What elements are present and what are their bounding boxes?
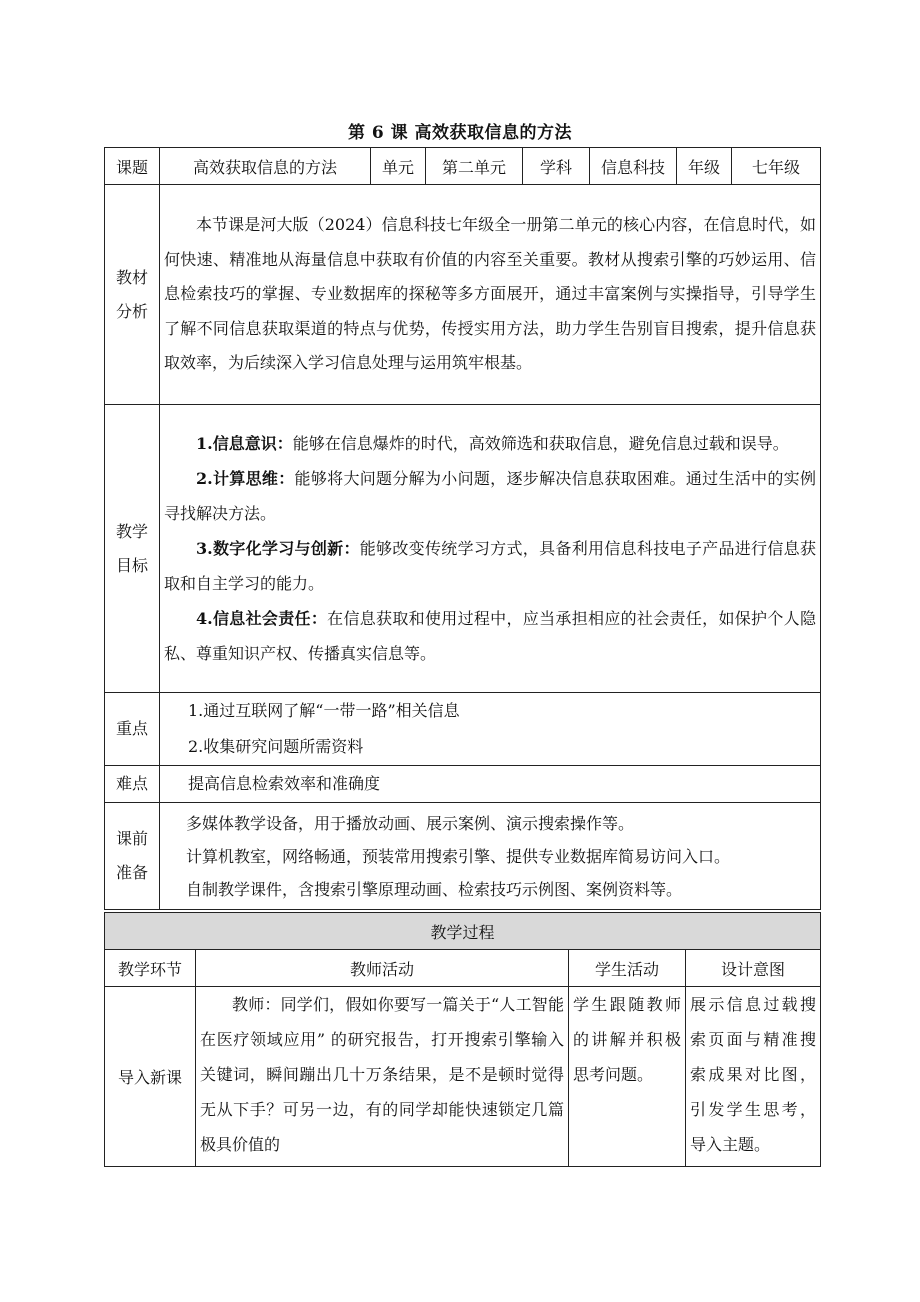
goal-item <box>160 531 820 601</box>
analysis-label-line1: 教材 <box>115 267 148 287</box>
key-point-item: 2.收集研究问题所需资料 <box>188 737 364 756</box>
key-points-content <box>160 693 821 766</box>
intent-text: 展示信息过载搜索页面与精准搜索成果对比图，引发学生思考，导入主题。 <box>690 995 817 1154</box>
goal-heading: 1.信息意识： <box>196 434 293 453</box>
process-header-row <box>105 950 821 987</box>
difficulty-text: 提高信息检索效率和准确度 <box>188 774 381 793</box>
goal-item <box>160 426 820 461</box>
info-row <box>105 148 821 185</box>
page-title: 第 6 课 高效获取信息的方法 <box>347 123 573 143</box>
goals-label-line1: 教学 <box>115 521 148 541</box>
goal-heading: 2.计算思维： <box>196 469 295 488</box>
topic-label: 课题 <box>105 148 160 185</box>
process-section-title: 教学过程 <box>105 913 821 950</box>
key-point-item: 1.通过互联网了解“一带一路”相关信息 <box>188 701 460 720</box>
difficulty-row <box>105 766 821 803</box>
analysis-label-line2: 分析 <box>115 301 148 321</box>
grade-value: 七年级 <box>732 148 821 185</box>
student-cell <box>569 987 686 1167</box>
difficulty-content <box>160 766 821 803</box>
preparation-content <box>160 803 821 910</box>
header-intent: 设计意图 <box>686 950 821 987</box>
lesson-info-table <box>104 147 821 910</box>
unit-label: 单元 <box>371 148 426 185</box>
unit-value: 第二单元 <box>426 148 523 185</box>
topic-value: 高效获取信息的方法 <box>160 148 371 185</box>
analysis-label <box>105 185 160 405</box>
header-stage: 教学环节 <box>105 950 196 987</box>
process-section-row <box>105 913 821 950</box>
preparation-row <box>105 803 821 910</box>
goal-text: 在信息获取和使用过程中，应当承担相应的社会责任，如保护个人隐私、尊重知识产权、传播真实信息等。 <box>164 609 816 663</box>
goal-heading: 3.数字化学习与创新： <box>196 539 360 558</box>
intent-cell <box>686 987 821 1167</box>
difficulty-label: 难点 <box>105 766 160 803</box>
preparation-item: 自制教学课件，含搜索引擎原理动画、检索技巧示例图、案例资料等。 <box>186 879 683 899</box>
key-points-label: 重点 <box>105 693 160 766</box>
analysis-row <box>105 185 821 405</box>
key-points-row <box>105 693 821 766</box>
header-teacher: 教师活动 <box>196 950 569 987</box>
process-table <box>104 912 821 1167</box>
goal-text: 能够在信息爆炸的时代，高效筛选和获取信息，避免信息过载和误导。 <box>292 434 789 453</box>
subject-label: 学科 <box>523 148 590 185</box>
preparation-label-line2: 准备 <box>115 863 148 882</box>
preparation-label-line1: 课前 <box>115 829 148 848</box>
grade-label: 年级 <box>677 148 732 185</box>
stage-cell: 导入新课 <box>105 987 196 1167</box>
goals-label-line2: 目标 <box>115 555 148 575</box>
teacher-cell <box>196 987 569 1167</box>
analysis-text: 本节课是河大版（2024）信息科技七年级全一册第二单元的核心内容，在信息时代，如何快速、精准地从海量信息中获取有价值的内容至关重要。教材从搜索引擎的巧妙运用、信息检索技巧的掌握、专业数据库的探秘等多方面展开，通过丰富案例与实操指导，引导学生了解不同信息获取渠道的特点与优势，传授实用方法，助力学生告别盲目搜索，提升信息获取效率，为后续深入学习信息处理与运用筑牢根基。 <box>164 215 816 373</box>
goals-label <box>105 405 160 693</box>
goal-item <box>160 601 820 671</box>
goal-text: 能够改变传统学习方式，具备利用信息科技电子产品进行信息获取和自主学习的能力。 <box>164 539 816 593</box>
process-row <box>105 987 821 1167</box>
teacher-text: 教师：同学们，假如你要写一篇关于“人工智能在医疗领域应用” 的研究报告，打开搜索引擎输入关键词，瞬间蹦出几十万条结果，是不是顿时觉得无从下手？可另一边，有的同学却能快速锁定几篇极具价值的 <box>200 995 564 1154</box>
subject-value: 信息科技 <box>590 148 677 185</box>
goals-row <box>105 405 821 693</box>
goal-heading: 4.信息社会责任： <box>196 609 328 628</box>
goal-item <box>160 461 820 531</box>
preparation-label <box>105 803 160 910</box>
analysis-content <box>160 185 821 405</box>
goal-text: 能够将大问题分解为小问题，逐步解决信息获取困难。通过生活中的实例寻找解决方法。 <box>164 469 816 523</box>
goals-content <box>160 405 821 693</box>
preparation-item: 计算机教室，网络畅通，预装常用搜索引擎、提供专业数据库简易访问入口。 <box>186 846 731 866</box>
preparation-item: 多媒体教学设备，用于播放动画、展示案例、演示搜索操作等。 <box>186 813 635 833</box>
student-text: 学生跟随教师的讲解并积极思考问题。 <box>573 995 681 1084</box>
header-student: 学生活动 <box>569 950 686 987</box>
